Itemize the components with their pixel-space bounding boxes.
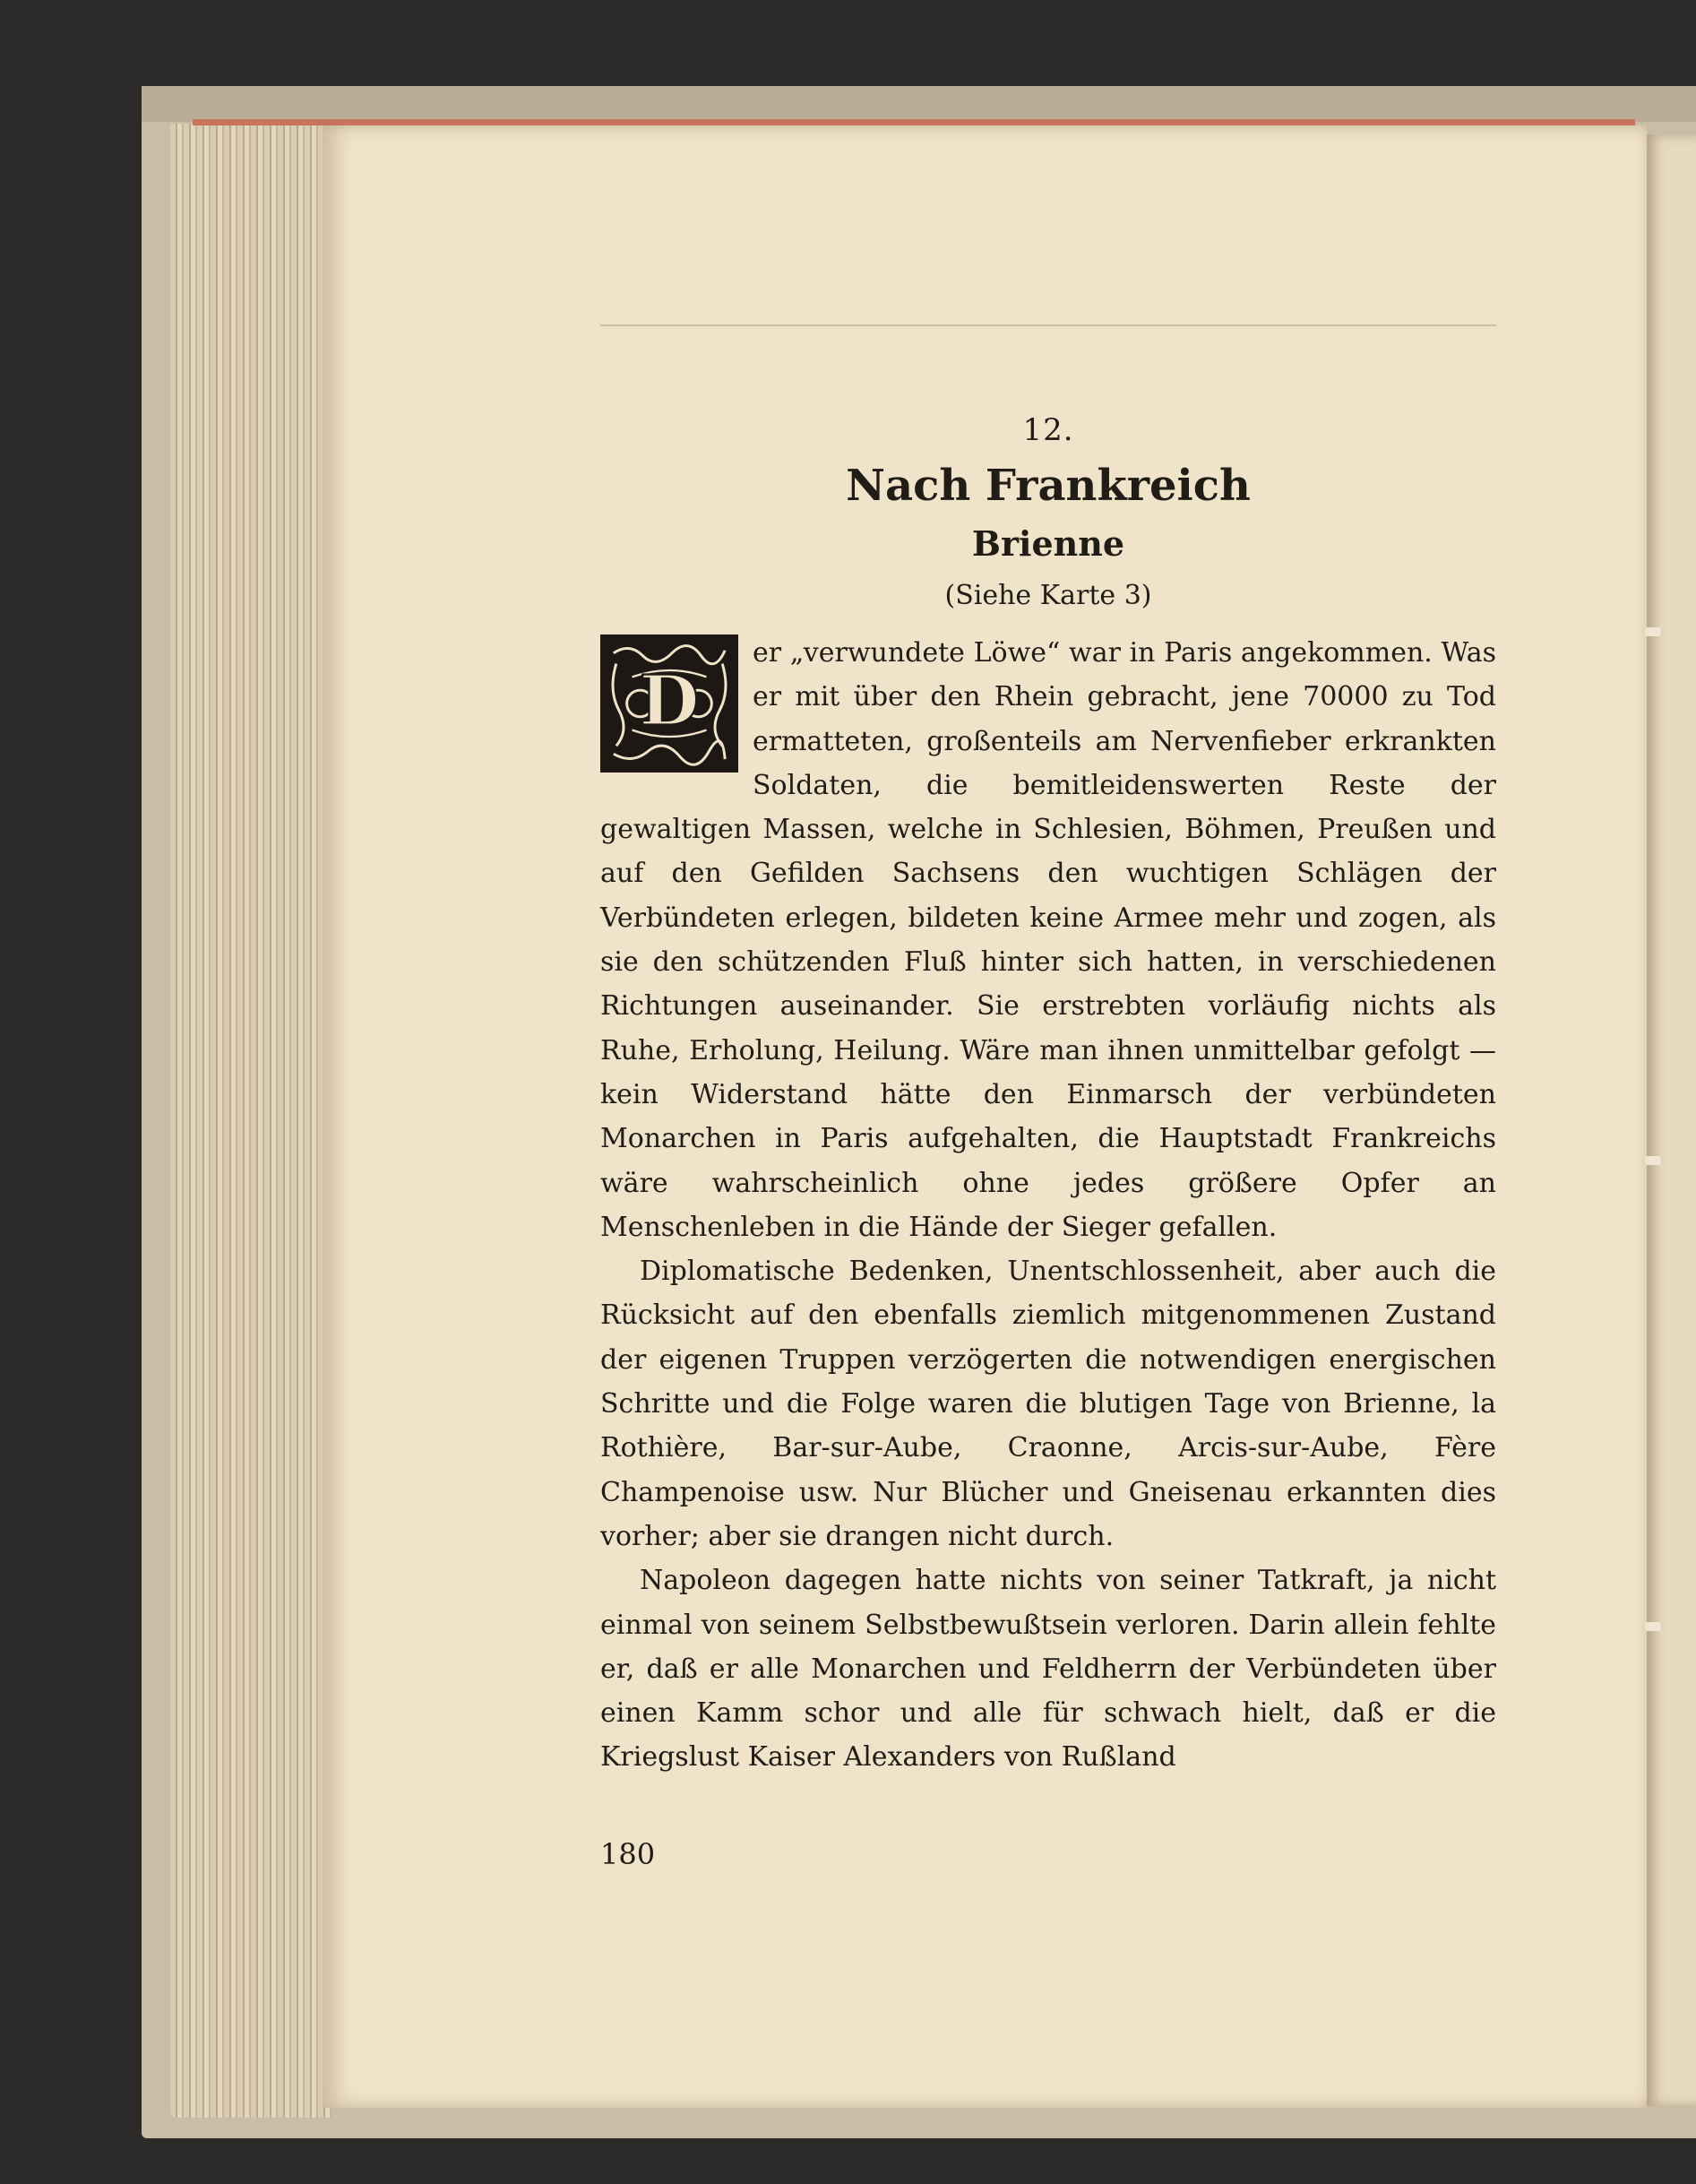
facing-page-edge — [1647, 134, 1696, 2106]
page-tab-mark — [1645, 627, 1661, 636]
header-rule — [600, 324, 1496, 326]
map-reference: (Siehe Karte 3) — [944, 580, 1152, 611]
svg-text:D: D — [639, 660, 700, 742]
ornament-icon — [603, 637, 736, 770]
page-tab-mark — [1645, 1156, 1661, 1165]
chapter-text-block — [600, 412, 1496, 1780]
page-stack-edges — [170, 124, 331, 2118]
red-page-edge — [193, 119, 1635, 125]
paragraph-2: Diplomatische Bedenken, Unentschlossenheit, aber auch die Rücksicht auf den ebenfalls ziemlich mitgenommenen Zustand der eigenen Truppen verzögerten die notwendigen energischen Schritte und die Folge waren die blutigen Tage von Brienne, la Rothière, Bar-sur-Aube, Craonne, Arcis-sur-Aube, Fère Champenoise usw. Nur Blücher und Gneisenau erkannten dies vorher; aber sie drangen nicht durch. — [600, 1256, 1496, 1552]
paragraph-1-text: er „verwundete Löwe“ war in Paris angekommen. Was er mit über den Rhein gebracht, jene 70000 zu Tod ermatteten, großenteils am Nervenfieber erkrankten Soldaten, die bemitleidenswerten Reste der gewaltigen Massen, welche in Schlesien, Böhmen, Preußen und auf den Gefilden Sachsens den wuchtigen Schlägen der Verbündeten erlegen, bildeten keine Armee mehr und zogen, als sie den schützenden Fluß hinter sich hatten, in verschiedenen Richtungen auseinander. Sie erstrebten vorläufig nichts als Ruhe, Erholung, Heilung. Wäre man ihnen unmittelbar gefolgt — kein Widerstand hätte den Einmarsch der verbündeten Monarchen in Paris aufgehalten, die Hauptstadt Frankreichs wäre wahrscheinlich ohne jedes größere Opfer an Menschenleben in die Hände der Sieger gefallen. — [600, 637, 1496, 1243]
drop-cap-ornament — [600, 634, 738, 773]
paragraph-1 — [600, 631, 1496, 1249]
page-number: 180 — [600, 1837, 656, 1871]
section-subtitle: Brienne — [971, 523, 1125, 564]
chapter-title: Nach Frankreich — [846, 461, 1251, 511]
chapter-number: 12. — [1022, 412, 1074, 448]
paragraph-3: Napoleon dagegen hatte nichts von seiner Tatkraft, ja nicht einmal von seinem Selbstbewußtsein verloren. Darin allein fehlte er, daß er alle Monarchen und Feldherrn der Verbündeten über einen Kamm schor und alle für schwach hielt, daß er die Kriegslust Kaiser Alexanders von Rußland — [600, 1565, 1496, 1774]
page-tab-mark — [1645, 1622, 1661, 1631]
cover-top-edge — [142, 86, 1696, 122]
